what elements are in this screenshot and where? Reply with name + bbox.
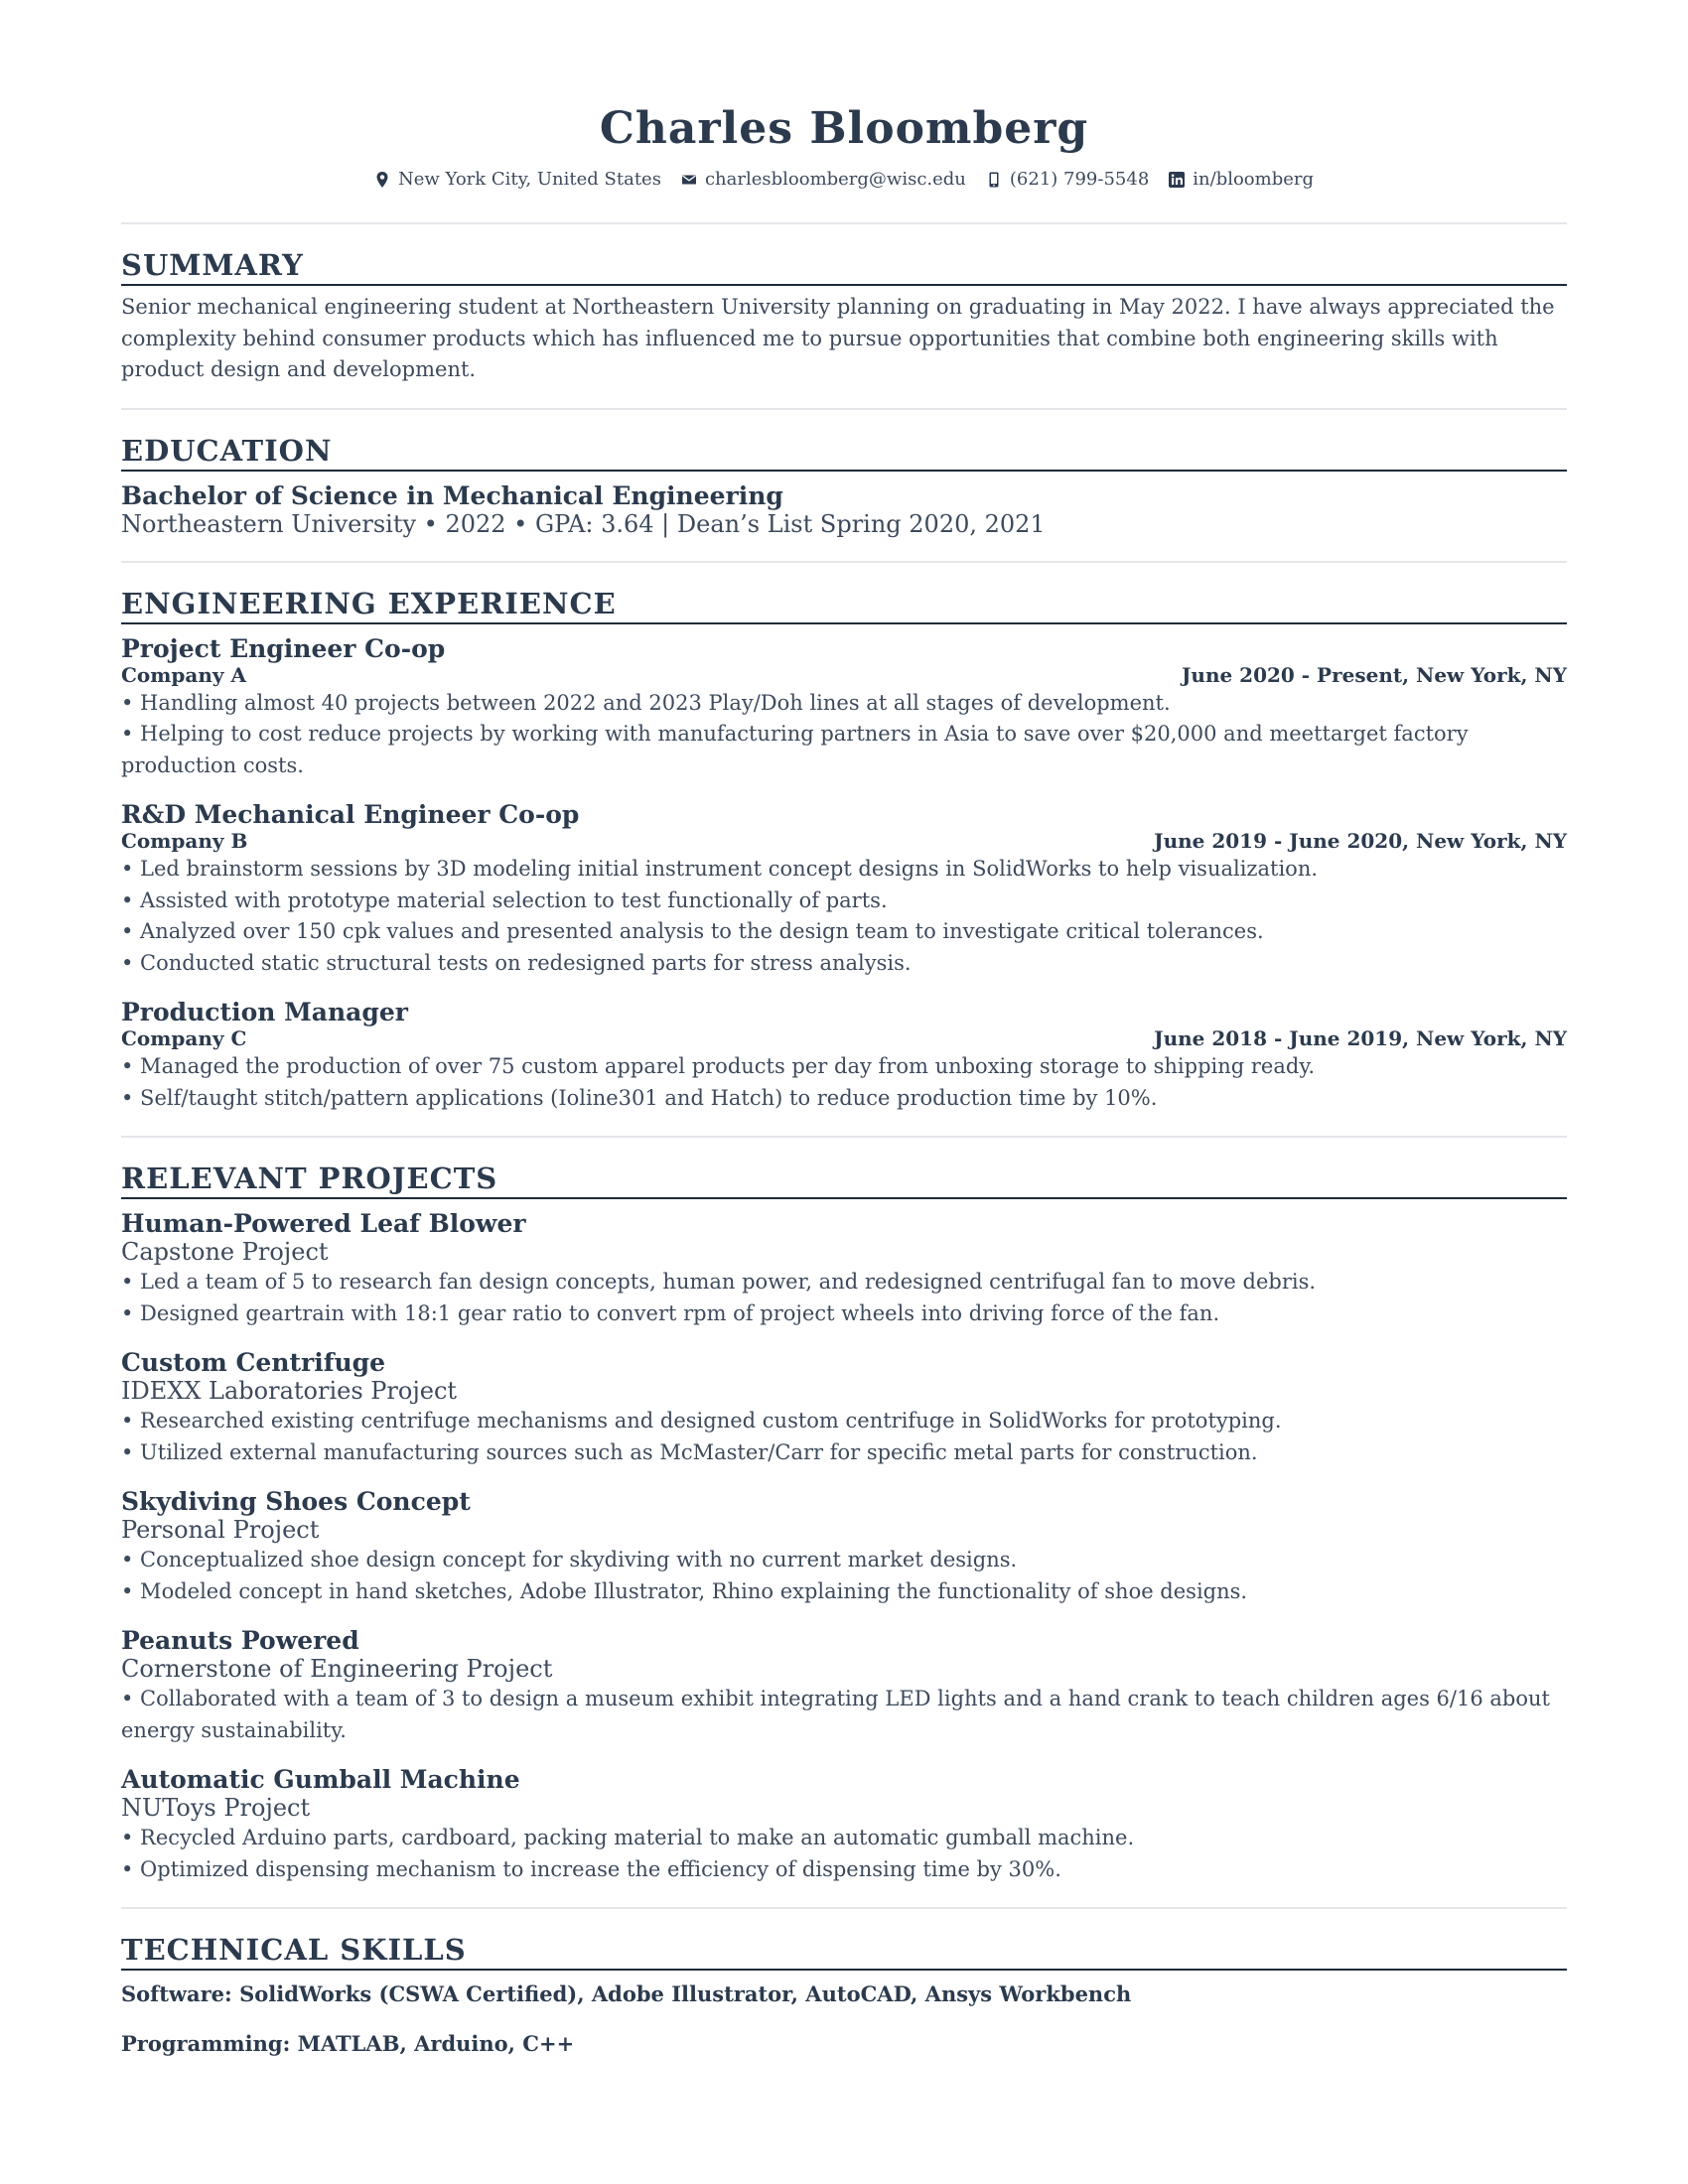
job-role: Production Manager — [121, 998, 408, 1026]
project-name: Automatic Gumball Machine — [121, 1765, 520, 1794]
project-bullet: • Conceptualized shoe design concept for skydiving with no current market designs. — [121, 1548, 1018, 1571]
job-dates: June 2020 - Present, New York, NY — [1181, 662, 1567, 687]
job-bullet: • Conducted static structural tests on redesigned parts for stress analysis. — [121, 950, 912, 975]
section-divider — [121, 408, 1567, 410]
linkedin-icon — [1169, 172, 1185, 188]
contact-phone[interactable] — [986, 169, 1149, 190]
job-entry — [121, 800, 1567, 979]
projects-section — [121, 1160, 1567, 1885]
project-entry — [121, 1487, 1567, 1607]
project-bullet: • Researched existing centrifuge mechanisms and designed custom centrifuge in SolidWorks for prototyping. — [121, 1409, 1282, 1433]
project-bullet: • Modeled concept in hand sketches, Adobe Illustrator, Rhino explaining the functionality of shoe designs. — [121, 1578, 1248, 1603]
contact-location — [374, 169, 661, 190]
job-company: Company A — [121, 662, 247, 687]
project-type: Capstone Project — [121, 1238, 329, 1266]
summary-text: Senior mechanical engineering student at Northeastern University planning on graduating in May 2022. I have always appreciated the complexity behind consumer products which has influenced me to pursue opportunities that combine both engineering skills with product design and development. — [121, 295, 1555, 381]
project-type: Cornerstone of Engineering Project — [121, 1655, 553, 1683]
experience-section — [121, 585, 1567, 1115]
project-bullet: • Designed geartrain with 18:1 gear ratio to convert rpm of project wheels into driving force of the fan. — [121, 1300, 1220, 1325]
job-meta — [121, 663, 1567, 688]
job-entry — [121, 634, 1567, 782]
project-type: NUToys Project — [121, 1794, 311, 1822]
job-bullet: • Managed the production of over 75 custom apparel products per day from unboxing storage to shipping ready. — [121, 1054, 1316, 1078]
skills-software: Software: SolidWorks (CSWA Certified), Adobe Illustrator, AutoCAD, Ansys Workbench — [121, 1981, 1132, 2006]
skills-programming: Programming: MATLAB, Arduino, C++ — [121, 2031, 575, 2056]
job-role: R&D Mechanical Engineer Co-op — [121, 800, 580, 829]
contact-bar — [121, 169, 1567, 190]
email-text[interactable]: charlesbloomberg@wisc.edu — [704, 169, 966, 190]
job-bullet: • Handling almost 40 projects between 2022 and 2023 Play/Doh lines at all stages of development. — [121, 690, 1171, 715]
project-name: Human-Powered Leaf Blower — [121, 1209, 526, 1238]
skills-section — [121, 1931, 1567, 2058]
phone-icon — [986, 172, 1002, 188]
job-entry — [121, 998, 1567, 1114]
project-type: IDEXX Laboratories Project — [121, 1377, 458, 1405]
project-bullet: • Recycled Arduino parts, cardboard, packing material to make an automatic gumball machine. — [121, 1826, 1135, 1849]
location-text: New York City, United States — [397, 169, 661, 190]
job-bullet: • Self/taught stitch/pattern applications (Ioline301 and Hatch) to reduce production time by 10%. — [121, 1085, 1158, 1110]
summary-heading: SUMMARY — [121, 246, 1567, 286]
section-divider — [121, 1136, 1567, 1138]
job-meta — [121, 829, 1567, 854]
project-entry — [121, 1626, 1567, 1746]
resume-content — [121, 99, 1567, 2058]
project-bullet: • Utilized external manufacturing sources such as McMaster/Carr for specific metal parts for construction. — [121, 1439, 1258, 1464]
summary-section — [121, 246, 1567, 386]
candidate-name: Charles Bloomberg — [599, 103, 1089, 154]
skills-heading: TECHNICAL SKILLS — [121, 1931, 1567, 1971]
project-name: Custom Centrifuge — [121, 1348, 386, 1377]
section-divider — [121, 561, 1567, 563]
job-company: Company C — [121, 1026, 247, 1050]
education-heading: EDUCATION — [121, 432, 1567, 472]
project-entry — [121, 1209, 1567, 1329]
project-name: Peanuts Powered — [121, 1626, 359, 1655]
education-entry — [121, 481, 1567, 539]
projects-heading: RELEVANT PROJECTS — [121, 1160, 1567, 1199]
job-bullet: • Assisted with prototype material selection to test functionally of parts. — [121, 887, 888, 912]
project-name: Skydiving Shoes Concept — [121, 1487, 471, 1516]
section-divider — [121, 222, 1567, 224]
project-entry — [121, 1765, 1567, 1885]
job-company: Company B — [121, 829, 248, 853]
education-section — [121, 432, 1567, 539]
location-pin-icon — [374, 172, 390, 188]
phone-text[interactable]: (621) 799-5548 — [1009, 169, 1150, 190]
experience-heading: ENGINEERING EXPERIENCE — [121, 585, 1567, 624]
linkedin-text[interactable]: in/bloomberg — [1193, 169, 1315, 190]
project-bullet: • Led a team of 5 to research fan design concepts, human power, and redesigned centrifugal fan to move debris. — [121, 1270, 1317, 1294]
envelope-icon — [681, 172, 697, 188]
job-role: Project Engineer Co-op — [121, 633, 446, 663]
project-bullet: • Collaborated with a team of 3 to design a museum exhibit integrating LED lights and a hand crank to teach children ages 6/16 about energy sustainability. — [121, 1687, 1550, 1742]
education-details: Northeastern University • 2022 • GPA: 3.64 | Dean’s List Spring 2020, 2021 — [121, 509, 1046, 538]
contact-linkedin[interactable] — [1169, 169, 1314, 190]
project-type: Personal Project — [121, 1516, 320, 1544]
job-dates: June 2018 - June 2019, New York, NY — [1154, 1026, 1567, 1050]
job-dates: June 2019 - June 2020, New York, NY — [1154, 829, 1567, 853]
section-divider — [121, 1907, 1567, 1909]
job-bullet: • Led brainstorm sessions by 3D modeling initial instrument concept designs in SolidWorks to help visualization. — [121, 857, 1319, 881]
job-bullet: • Analyzed over 150 cpk values and presented analysis to the design team to investigate critical tolerances. — [121, 919, 1264, 943]
degree-title: Bachelor of Science in Mechanical Engineering — [121, 480, 783, 510]
job-bullet: • Helping to cost reduce projects by working with manufacturing partners in Asia to save over $20,000 and meettarget factory production costs. — [121, 722, 1469, 777]
project-bullet: • Optimized dispensing mechanism to increase the efficiency of dispensing time by 30%. — [121, 1856, 1061, 1881]
project-entry — [121, 1348, 1567, 1468]
job-meta — [121, 1026, 1567, 1051]
contact-email[interactable] — [681, 169, 966, 190]
